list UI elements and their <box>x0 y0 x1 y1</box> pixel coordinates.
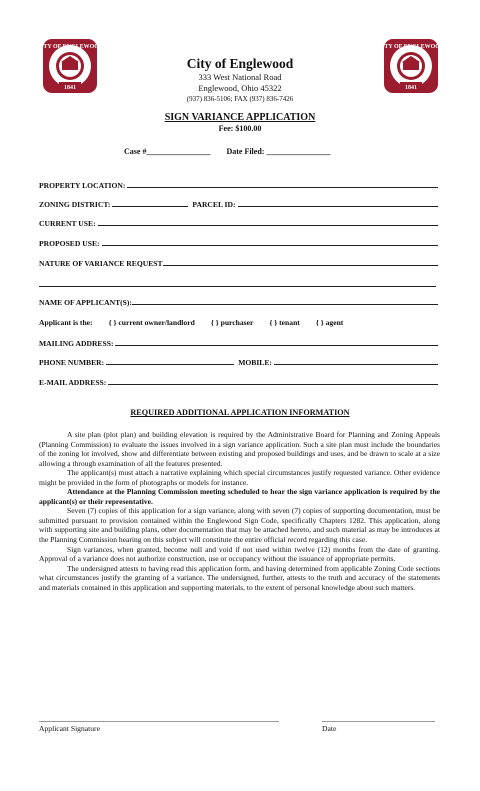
field-label: CURRENT USE: <box>39 219 96 228</box>
option-purchaser[interactable]: { } purchaser <box>210 318 254 327</box>
parcel-id-field[interactable] <box>238 206 439 207</box>
svg-text:1841: 1841 <box>405 85 417 91</box>
date-filed-field[interactable]: Date Filed: ________________ <box>226 147 331 156</box>
case-number-field[interactable]: Case #________________ <box>124 147 211 156</box>
letterhead <box>0 56 480 104</box>
case-row <box>124 147 330 156</box>
address-line-1: 333 West National Road <box>198 72 282 82</box>
applicant-signature[interactable] <box>39 715 279 733</box>
seal-text: CITY OF ENGLEWOOD <box>36 44 104 50</box>
current-use-field[interactable] <box>39 217 438 228</box>
date-label: Date <box>322 724 337 733</box>
phone-row <box>39 356 438 367</box>
applicant-type-label: Applicant is the: <box>39 318 93 327</box>
property-location-field[interactable] <box>39 179 438 190</box>
field-label: PROPERTY LOCATION: <box>39 181 126 190</box>
continuation-line[interactable] <box>39 286 436 287</box>
zoning-row <box>39 198 438 209</box>
proposed-use-field[interactable] <box>39 237 438 248</box>
phone-number-label: PHONE NUMBER: <box>39 358 105 367</box>
paragraph: Seven (7) copies of this application for a sign variance, along with seven (7) copies of supporting documentation, must be submitted pursuant to provision contained within the Englewood Sign Code, specifically Chapters 1282. This application, along with supporting site and building plans, other documentation that may be attached hereto, and such material as may be introduces at the Planning Commission hearing on this subject will constitute the entire official record regarding this case. <box>39 506 440 545</box>
instructions-text <box>39 430 440 592</box>
zoning-district-field[interactable] <box>112 206 188 207</box>
city-name: City of Englewood <box>186 56 294 71</box>
fee-label: Fee: $100.00 <box>218 124 262 133</box>
mobile-label: MOBILE: <box>238 358 272 367</box>
field-label: MAILING ADDRESS: <box>39 339 114 348</box>
paragraph: Attendance at the Planning Commission meeting scheduled to hear the sign variance application is required by the applicant(s) or their representative. <box>39 487 440 506</box>
applicant-type-row <box>39 318 343 327</box>
date-line[interactable] <box>322 715 435 722</box>
signature-line[interactable] <box>39 715 279 722</box>
svg-text:1841: 1841 <box>64 85 76 91</box>
phone-fax: (937) 836-5106; FAX (937) 836-7426 <box>186 95 294 103</box>
paragraph: The applicant(s) must attach a narrative explaining which special circumstances justify requested variance. Other evidence might be provided in the form of photographs or models for instance. <box>39 468 440 487</box>
field-label: NATURE OF VARIANCE REQUEST <box>39 259 163 268</box>
mailing-address-field[interactable] <box>39 337 438 348</box>
email-field[interactable] <box>39 376 438 387</box>
option-current-owner[interactable]: { } current owner/landlord <box>108 318 195 327</box>
paragraph: A site plan (plot plan) and building elevation is required by the Administrative Board for Planning and Zoning Appeals (Planning Commission) to evaluate the issues involved in a sign variance application. Such a site plan must include the boundaries of the zoning lot involved, show and differentiate between existing and proposed buildings and uses, and be drawn to scale at a size allowing a through examination of all the features presented. <box>39 430 440 468</box>
zoning-district-label: ZONING DISTRICT: <box>39 200 111 209</box>
field-label: NAME OF APPLICANT(S): <box>39 298 132 307</box>
paragraph: The undersigned attests to having read this application form, and having determined from applicable Zoning Code sections what circumstances justify the granting of a variance. The undersigned, further, attests to the truth and accuracy of the statements and materials contained in this application and supporting materials, to the extent of personal knowledge about such matters. <box>39 563 440 592</box>
svg-text:CITY OF ENGLEWOOD: CITY OF ENGLEWOOD <box>377 44 445 50</box>
field-label: PROPOSED USE: <box>39 239 100 248</box>
option-agent[interactable]: { } agent <box>315 318 344 327</box>
signature-label: Applicant Signature <box>39 724 100 733</box>
section-title: REQUIRED ADDITIONAL APPLICATION INFORMATION <box>130 408 350 417</box>
paragraph: Sign variances, when granted, become null and void if not used within twelve (12) months from the date of granting. Approval of a variance does not authorize construction, use or occupancy without the issuance of appropriate permits. <box>39 544 440 564</box>
mobile-field[interactable] <box>274 364 438 365</box>
form-title-block <box>0 112 480 134</box>
parcel-id-label: PARCEL ID: <box>192 200 236 209</box>
option-tenant[interactable]: { } tenant <box>269 318 300 327</box>
phone-number-field[interactable] <box>106 364 234 365</box>
name-of-applicant-field[interactable] <box>39 296 438 307</box>
nature-of-variance-field[interactable] <box>39 257 438 268</box>
signature-date[interactable] <box>322 715 435 733</box>
form-title: SIGN VARIANCE APPLICATION <box>164 112 316 123</box>
field-label: E-MAIL ADDRESS: <box>39 378 107 387</box>
address-line-2: Englewood, Ohio 45322 <box>198 83 282 93</box>
